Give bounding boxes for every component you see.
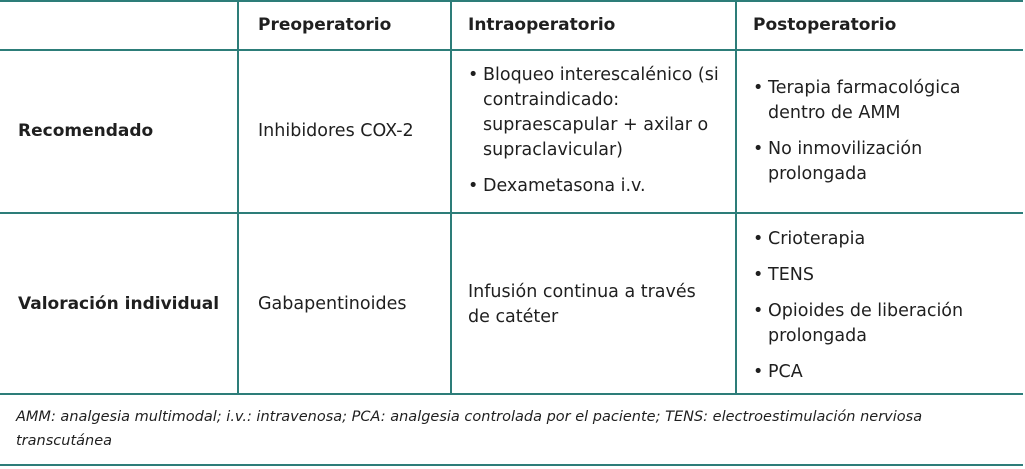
row-label-valoracion-individual: Valoración individual (18, 294, 220, 314)
list-item: • Bloqueo interescalénico (si contraindicado: supraescapular + axilar o supraclavicular) (468, 63, 730, 163)
header-intraoperatorio: Intraoperatorio (468, 15, 616, 35)
table-rule-row1 (0, 212, 1023, 214)
table-rule-row2 (0, 393, 1023, 395)
header-preoperatorio: Preoperatorio (258, 15, 392, 35)
table-rule-bottom (0, 464, 1023, 466)
table-rule-header (0, 49, 1023, 51)
list-item: • Opioides de liberación prolongada (753, 299, 1015, 349)
list-item: • TENS (753, 263, 1015, 288)
list-item: • Terapia farmacológica dentro de AMM (753, 76, 1015, 126)
table-footnote: AMM: analgesia multimodal; i.v.: intravenosa; PCA: analgesia controlada por el paciente; TENS: electroestimulación nerviosa transcutánea (16, 409, 923, 449)
header-postoperatorio: Postoperatorio (753, 15, 897, 35)
column-divider-3 (735, 0, 737, 395)
row1-intra-cell (468, 63, 730, 199)
list-item: • Dexametasona i.v. (468, 174, 730, 199)
row2-post-list (753, 227, 1015, 385)
column-divider-2 (450, 0, 452, 395)
table-rule-top (0, 0, 1023, 2)
list-item: • No inmovilización prolongada (753, 137, 1015, 187)
row2-intra-cell: Infusión continua a través de catéter (468, 282, 696, 327)
row-label-recomendado: Recomendado (18, 121, 154, 141)
row2-pre-cell: Gabapentinoides (258, 294, 407, 314)
list-item: • Crioterapia (753, 227, 1015, 252)
row1-intra-list (468, 63, 730, 199)
row1-post-cell (753, 76, 1015, 187)
row1-pre-cell: Inhibidores COX-2 (258, 121, 414, 141)
row1-post-list (753, 76, 1015, 187)
column-divider-1 (237, 0, 239, 395)
list-item: • PCA (753, 360, 1015, 385)
row2-post-cell (753, 227, 1015, 385)
